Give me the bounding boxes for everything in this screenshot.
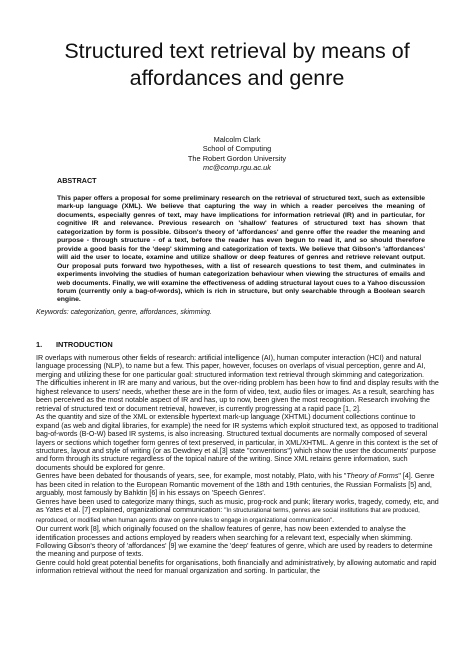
abstract-heading: ABSTRACT [57, 176, 97, 185]
paragraph: Our current work [8], which originally focused on the shallow features of genre, has now been extended to analyse the identification processes and actions employed by readers when searching for a relevant text, especially when skimming. Following Gibson's theory of 'affordances' [9] we examine the 'deep' features of genre, which are used by readers to determine the meaning and purpose of texts. [36, 525, 433, 559]
paragraph: As the quantity and size of the XML or extensible hypertext mark-up language (XHTML) document collections continue to expand (as web and digital libraries, for example) the need for IR systems which exploit structured text, as opposed to traditional bag-of-words (B-O-W) based IR systems, is also increasing. Structured textual documents are normally composed of several layers or sections which together form genres of text preserved, in particular, in XML/XHTML. A genre in this context is the set of structures, layout and style of writing (or as Dewdney et al.[3] state "conventions") which show the user the documents' purpose and form through its structure regardless of the topical nature of the writing. Since XML retains genre information, such documents should be explored for genre. [36, 413, 439, 472]
section-title: INTRODUCTION [56, 340, 113, 349]
author-university: The Robert Gordon University [187, 153, 287, 163]
paragraph-text: " [4]. Genre has been cited in relation to the European Romantic movement of the 18th and 19th centuries, the Russian Formalists [5] and, arguably, most famously by Bahktin [6] in his essays on 'Speech Genres'. [36, 472, 435, 498]
paragraph [36, 472, 440, 497]
paragraph: IR overlaps with numerous other fields of research: artificial intelligence (AI), human computer interaction (HCI) and natural language processing (NLP), to name but a few. This paper, however, focuses on overlaps of visual perception, genre and AI, merging and utilizing these for one particular goal: structured information text retrieval through skimming and categorization. [36, 354, 426, 379]
paragraph: The difficulties inherent in IR are many and various, but the over-riding problem has been how to find and display results with the highest relevance to users' needs, whether these are in the form of video, text, audio files or images. As a result, searching has been perceived as the most notable aspect of IR and has, up to now, been given the most recognition. Research involving the retrieval of structured text or document retrieval, however, is currently progressing at a rapid pace [1, 2]. [36, 379, 439, 413]
quotation: "In structurational terms, genres are social institutions that are produced, reproduced, or modified when human agents draw on genre rules to engage in organizational communication". [36, 507, 420, 524]
section-body [36, 354, 440, 576]
keywords: Keywords: categorization, genre, affordances, skimming. [36, 309, 212, 316]
author-department: School of Computing [202, 144, 272, 154]
abstract-text: This paper offers a proposal for some preliminary research on the retrieval of structured text, such as extensible mark-up language (XML). We believe that capturing the way in which a reader perceives the meaning of documents, especially genres of text, may have implications for information retrieval (IR) and in particular, for cognitive IR and relevance. Previous research on 'shallow' features of structured text has shown that categorization by form is possible. Gibson's theory of 'affordances' and genre offer the reader the meaning and purpose - through structure - of a text, before the reader has even begun to read it, and so should therefore provide a good basis for the 'deep' skimming and categorization of texts. We believe that Gibson's 'affordances' will aid the user to locate, examine and utilize shallow or deep features of genres and retrieve relevant output. Our proposal puts forward two hypotheses, with a list of research questions to test them, and culminates in experiments involving the studies of human categorization behaviour when viewing the structures of emails and web documents. Finally, we will examine the effectiveness of adding structural layout cues to a Yahoo discussion forum (currently only a bag-of-words), which is rich in structure, but only searchable through a Boolean search engine. [57, 195, 425, 304]
section-number: 1. [36, 340, 43, 349]
author-block [110, 135, 364, 173]
paragraph: Genre could hold great potential benefits for organisations, both financially and administratively, by allowing automatic and rapid information retrieval without the need for manual organization and sorting. In particular, the [36, 558, 437, 576]
paragraph-text: Genres have been debated for thousands of years, see, for example, most notably, Plato, with his " [36, 472, 347, 481]
paper-title: Structured text retrieval by means of affordances and genre [64, 39, 410, 90]
paragraph [36, 498, 440, 525]
paragraph-text: Genres have been used to categorize many things, such as music, prog-rock and punk; literary works, tragedy, comedy, etc, and as Yates et al. [7] explained, organizational communication: [36, 497, 439, 515]
author-email: mc@comp.rgu.ac.uk [203, 163, 271, 173]
citation-title: Theory of Forms [346, 472, 399, 481]
section-heading [36, 340, 113, 349]
author-name: Malcolm Clark [213, 135, 261, 144]
